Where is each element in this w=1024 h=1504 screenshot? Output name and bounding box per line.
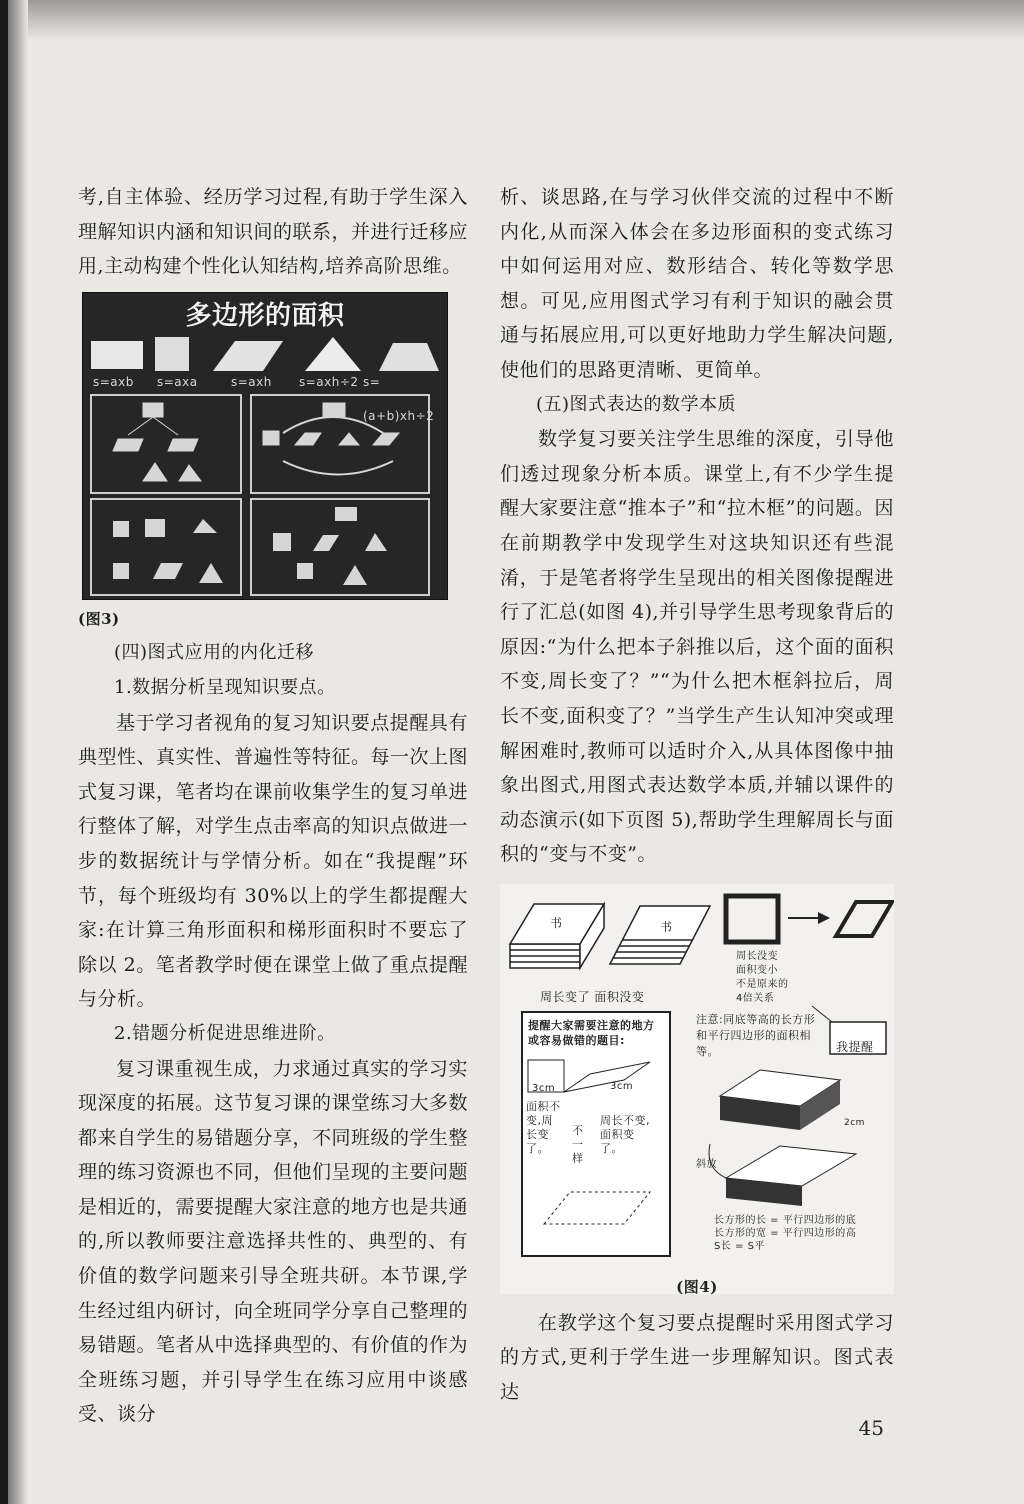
board-shapes xyxy=(83,293,447,599)
figure-4-sketches xyxy=(500,884,894,1294)
figure-4-caption: (图4) xyxy=(676,1277,718,1296)
wooden-frame-slanted xyxy=(836,902,892,936)
book-page xyxy=(8,0,1024,1504)
subsection-2-paragraph: 复习课重视生成，力求通过真实的学习实现深度的拓展。这节复习课的课堂练习大多数都来自学生的易错题分享，不同班级的学生整理的练习资源也不同，但他们呈现的主要问题是相近的，需要提醒大家注意的地方也是共通的,所以教师要注意选择共性的、典型的、有价值的数学问题来引导全班共研。本节课,学生经过组内研讨，向全班同学分享自己整理的易错题。笔者从中选择典型的、有价值的作为全班练习题，并引导学生在练习应用中谈感受、谈分 xyxy=(78,1057,469,1426)
frame-note-line-1: 周长没变 xyxy=(736,950,778,962)
frame-note-line-2: 面积变小 xyxy=(736,964,778,976)
frame-note xyxy=(736,950,789,1006)
subsection-2-title: 2.错题分析促进思维进阶。 xyxy=(114,1022,336,1044)
continuation-paragraph: 析、谈思路,在与学习伙伴交流的过程中不断内化,从而深入体会在多边形面积的变式练习中如何运用对应、数形结合、转化等数学思想。可见,应用图式学习有利于知识的融会贯通与拓展应用,可以更好地助力学生解决问题,使他们的思路更清晰、更简单。 xyxy=(500,186,894,381)
figure-top-note: 注意:同底等高的长方形和平行四边形的面积相等。 xyxy=(696,1012,816,1058)
formula-rectangle: s=axb xyxy=(93,374,134,389)
card-dim-a: 3cm xyxy=(532,1082,556,1094)
figure-3-caption: (图3) xyxy=(78,609,120,628)
card-title: 提醒大家需要注意的地方或容易做错的题目: xyxy=(528,1018,655,1047)
concept-tree-1 xyxy=(113,403,201,481)
formula-square: s=axa xyxy=(157,374,198,389)
diagram-box-1 xyxy=(91,395,241,493)
book-label-2: 书 xyxy=(660,919,673,934)
card-note-a: 面积不变,周长变了。 xyxy=(526,1099,561,1155)
intro-paragraph: 考,自主体验、经历学习过程,有助于学生深入理解知识内涵和知识间的联系，并进行迁移应用,主动构建个性化认知结构,培养高阶思维。 xyxy=(78,186,469,278)
figure-bottom-note: 长方形的长 = 平行四边形的底 长方形的宽 = 平行四边形的高 S长 = S平 xyxy=(714,1214,857,1252)
section-5-paragraph: 数学复习要关注学生思维的深度，引导他们透过现象分析本质。课堂上,有不少学生提醒大家要注意“推本子”和“拉木框”的问题。因在前期教学中发现学生对这块知识还有些混淆，于是笔者将学生呈现出的相关图像提醒进行了汇总(如图 4),并引导学生思考现象背后的原因:“为什么把本子斜推以后，这个面的面积不变,周长变了？”“为什么把木框斜拉后，周长不变,面积变了？”当学生产生认知冲突或理解困难时,教师可以适时介入,从具体图像中抽象出图式,用图式表达数学本质,并辅以课件的动态演示(如下页图 5),帮助学生理解周长与面积的“变与不变”。 xyxy=(500,428,894,866)
page-number: 45 xyxy=(858,1416,884,1440)
book-label-1: 书 xyxy=(550,915,563,930)
section-5-heading: (五)图式表达的数学本质 xyxy=(536,393,737,415)
formula-trapezoid: s=(a+b)xh÷2 xyxy=(363,374,435,424)
board-title: 多边形的面积 xyxy=(185,300,345,331)
figure-3-blackboard xyxy=(82,292,448,600)
reminder-box-label: 我提醒 xyxy=(836,1039,874,1054)
card-note-c: 不一样 xyxy=(572,1123,584,1165)
formula-triangle: s=axh÷2 xyxy=(299,374,359,389)
slant-label: 斜放 xyxy=(696,1158,717,1170)
right-column xyxy=(500,180,894,1410)
closing-paragraph: 在教学这个复习要点提醒时采用图式学习的方式,更利于学生进一步理解知识。图式表达 xyxy=(500,1311,894,1404)
subsection-1-paragraph: 基于学习者视角的复习知识要点提醒具有典型性、真实性、普遍性等特征。每一次上图式复习课，笔者均在课前收集学生的复习单进行整体了解，对学生点击率高的知识点做进一步的数据统计与学情分析。如在“我提醒”环节，每个班级均有 30%以上的学生都提醒大家:在计算三角形面积和梯形面积时不要忘了除以 2。笔者教学时便在课堂上做了重点提醒与分析。 xyxy=(78,711,469,1011)
concept-tree-3 xyxy=(113,519,223,583)
top-shadow xyxy=(8,0,1024,40)
section-4-heading: (四)图式应用的内化迁移 xyxy=(114,642,315,664)
concept-tree-4 xyxy=(273,507,387,585)
frame-note-line-3: 不是原来的 xyxy=(736,978,789,990)
books-note: 周长变了 面积没变 xyxy=(540,989,645,1004)
left-column xyxy=(78,180,468,1432)
page-binding-shadow xyxy=(8,0,28,1504)
stack-label: 2cm xyxy=(844,1117,865,1128)
formula-parallelogram: s=axh xyxy=(231,374,272,389)
subsection-1-title: 1.数据分析呈现知识要点。 xyxy=(114,676,336,698)
wooden-frame-square xyxy=(726,896,778,942)
card-dim-b: 3cm xyxy=(610,1080,634,1092)
card-note-b: 周长不变,面积变了。 xyxy=(600,1113,650,1155)
slanted-block xyxy=(726,1146,856,1186)
frame-note-line-4: 4倍关系 xyxy=(736,992,775,1004)
